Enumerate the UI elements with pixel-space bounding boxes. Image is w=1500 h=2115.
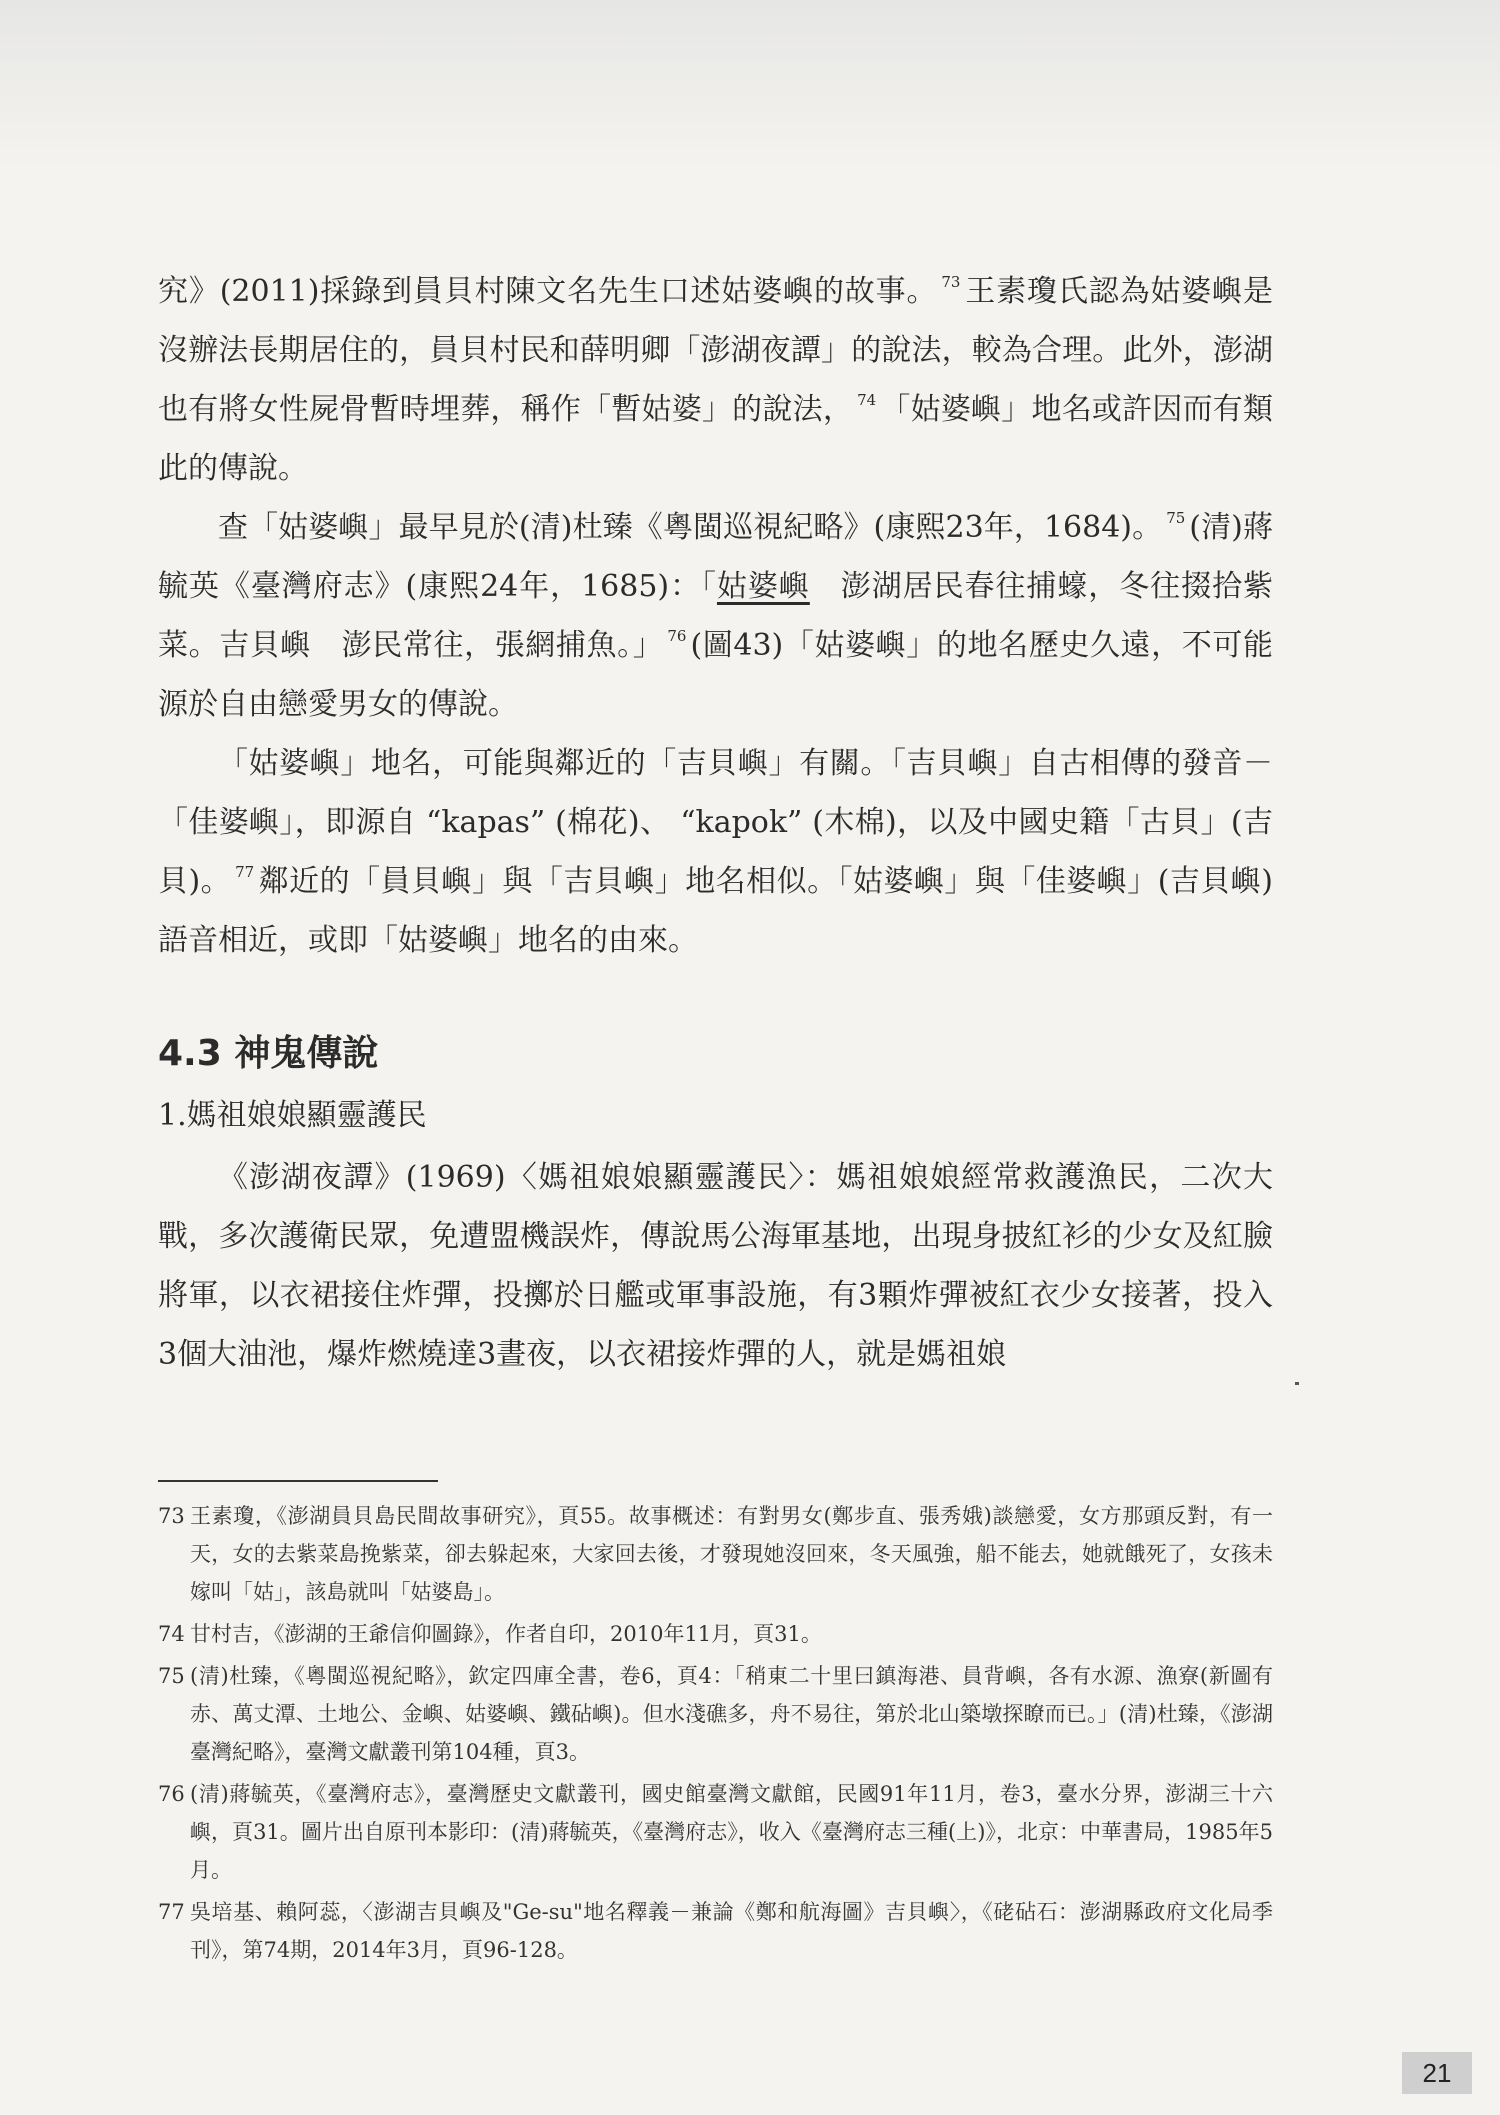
- footnote-number: 73: [158, 1504, 185, 1528]
- paragraph-2-text-a: 查「姑婆嶼」最早見於(清)杜臻《粵閩巡視紀略》(康熙23年，1684)。: [218, 510, 1163, 545]
- paragraph-2-text-c: 澎湖居民春往捕蠔，冬往掇拾紫菜。吉貝嶼 澎民常往，張網捕魚。」: [158, 569, 1274, 663]
- section-paragraph: 《澎湖夜譚》(1969)〈媽祖娘娘顯靈護民〉：媽祖娘娘經常救護漁民，二次大戰，多次護衛民眾，免遭盟機誤炸，傳說馬公海軍基地，出現身披紅衫的少女及紅臉將軍，以衣裙接住炸彈，投擲於日艦或軍事設施，有3顆炸彈被紅衣少女接著，投入3個大油池，爆炸燃燒達3晝夜，以衣裙接炸彈的人，就是媽祖娘: [158, 1160, 1273, 1372]
- body-text: [158, 262, 1273, 970]
- paragraph-2-text-d: (圖43)「姑婆嶼」的地名歷史久遠，不可能源於自由戀愛男女的傳說。: [158, 628, 1273, 722]
- section-body: [158, 1148, 1273, 1384]
- footnote-divider: [158, 1480, 438, 1482]
- footnote-number: 77: [158, 1900, 185, 1924]
- subsection-title: 1.媽祖娘娘顯靈護民: [158, 1098, 427, 1133]
- footnote-ref-75[interactable]: 75: [1166, 509, 1186, 527]
- paragraph-3-text-a: 「姑婆嶼」地名，可能與鄰近的「吉貝嶼」有關。「吉貝嶼」自古相傳的發音－「佳婆嶼」，即源自 “kapas” (棉花)、 “kapok” (木棉)，以及中國史籍「古貝」(吉貝)。: [158, 746, 1273, 899]
- footnote-76: [158, 1775, 1273, 1889]
- paragraph-1-text-a: 究》(2011)採錄到員貝村陳文名先生口述姑婆嶼的故事。: [158, 274, 938, 309]
- footnote-75: [158, 1657, 1273, 1771]
- footnote-number: 75: [158, 1664, 185, 1688]
- paragraph-3-text-b: 鄰近的「員貝嶼」與「吉貝嶼」地名相似。「姑婆嶼」與「佳婆嶼」(吉貝嶼)語音相近，或即「姑婆嶼」地名的由來。: [158, 864, 1273, 958]
- underlined-place-name: 姑婆嶼: [716, 569, 810, 604]
- paragraph-1-text-b: 王素瓊氏認為姑婆嶼是沒辦法長期居住的，員貝村民和薛明卿「澎湖夜譚」的說法，較為合理。此外，澎湖也有將女性屍骨暫時埋葬，稱作「暫姑婆」的說法，: [158, 274, 1273, 427]
- footnote-text: (清)蔣毓英，《臺灣府志》，臺灣歷史文獻叢刊，國史館臺灣文獻館，民國91年11月，卷3，臺水分界，澎湖三十六嶼，頁31。圖片出自原刊本影印：(清)蔣毓英，《臺灣府志》，收入《臺灣府志三種(上)》，北京：中華書局，1985年5月。: [190, 1782, 1273, 1882]
- section-title: 神鬼傳說: [234, 1033, 379, 1074]
- scan-speck: [1295, 1382, 1299, 1385]
- paragraph-3: [158, 734, 1273, 970]
- footnote-number: 74: [158, 1622, 185, 1646]
- footnote-number: 76: [158, 1782, 185, 1806]
- footnote-text: (清)杜臻，《粵閩巡視紀略》，欽定四庫全書，卷6，頁4：「稍東二十里曰鎮海港、員背嶼，各有水源、漁寮(新圖有赤、萬丈潭、土地公、金嶼、姑婆嶼、鐵砧嶼)。但水淺礁多，舟不易往，第於北山築墩探瞭而已。」(清)杜臻，《澎湖臺灣紀略》，臺灣文獻叢刊第104種，頁3。: [190, 1664, 1273, 1764]
- footnote-text: 王素瓊，《澎湖員貝島民間故事研究》，頁55。故事概述：有對男女(鄭步直、張秀娥)談戀愛，女方那頭反對，有一天，女的去紫菜島挽紫菜，卻去躲起來，大家回去後，才發現她沒回來，冬天風強，船不能去，她就餓死了，女孩未嫁叫「姑」，該島就叫「姑婆島」。: [190, 1504, 1273, 1604]
- footnote-text: 吳培基、賴阿蕊，〈澎湖吉貝嶼及"Ge-su"地名釋義－兼論《鄭和航海圖》吉貝嶼〉，《硓砧石：澎湖縣政府文化局季刊》，第74期，2014年3月，頁96-128。: [190, 1900, 1273, 1962]
- footnotes: [158, 1497, 1273, 1973]
- footnote-ref-74[interactable]: 74: [857, 391, 877, 409]
- footnote-73: [158, 1497, 1273, 1611]
- paragraph-1-text-c: 「姑婆嶼」地名或許因而有類此的傳說。: [158, 392, 1274, 486]
- paragraph-2-text-b: (清)蔣毓英《臺灣府志》(康熙24年，1685)：「: [158, 510, 1273, 604]
- footnote-74: [158, 1615, 1273, 1653]
- footnote-text: 甘村吉，《澎湖的王爺信仰圖錄》，作者自印，2010年11月，頁31。: [190, 1622, 822, 1646]
- paragraph-1: [158, 262, 1273, 498]
- page-top-shade: [0, 0, 1500, 170]
- footnote-ref-77[interactable]: 77: [235, 863, 255, 881]
- page-number: 21: [1402, 2052, 1472, 2094]
- section-number: 4.3: [158, 1033, 222, 1074]
- footnote-ref-76[interactable]: 76: [667, 627, 687, 645]
- footnote-77: [158, 1893, 1273, 1969]
- footnote-ref-73[interactable]: 73: [941, 273, 961, 291]
- section-heading: [158, 1025, 378, 1076]
- paragraph-2: [158, 498, 1273, 734]
